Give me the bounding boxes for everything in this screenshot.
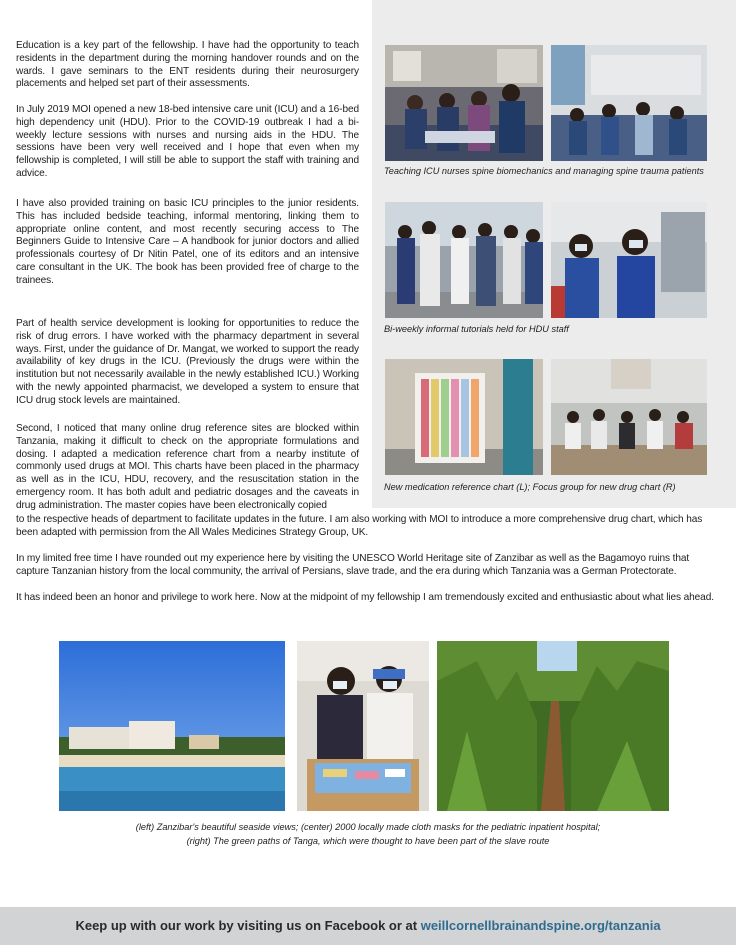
paragraph-free-time: In my limited free time I have rounded out my experience here by visiting the UNESCO World Heritage site of Zanzibar as well as the Bagamoyo ruins that capture Tanzanian history from the local community, the arrival of Persians, slave trade, and the era during which Tanzania was a German Protectorate. xyxy=(16,553,690,577)
paragraph-drug-errors: Part of health service development is looking for opportunities to reduce the risk of drug errors. I have worked with the pharmacy department in several ways. First, under the guidance of Dr. Mangat, we worked to support the ready availability of key drugs in the ICU. (Previously the drugs were within the institution but not necessarily available in the newly established ICU.) Working with the newly appointed pharmacist, we developed a system to ensure that ICU drug stock levels are maintained. xyxy=(16,318,359,406)
photo-nurses-teaching xyxy=(385,45,543,161)
photo-medication-chart xyxy=(385,359,543,475)
photo-zanzibar-seaside xyxy=(59,641,285,811)
paragraph-reference-chart: Second, I noticed that many online drug reference sites are blocked within Tanzania, making it difficult to check on the appropriate formulations and dosing. I adapted a medication reference chart from a nearby institute of commonly used drugs at MOI. This charts have been placed in the pharmacy as well as in the ICU, HDU, recovery, and the resuscitation station in the emergency room. It has both adult and pediatric dosages and the caveats in drug administration. The master copies have been electronically copied xyxy=(16,423,359,511)
footer-text: Keep up with our work by visiting us on Facebook or at xyxy=(75,918,421,933)
paragraph-icu-training: I have also provided training on basic ICU principles to the junior residents. This has included bedside teaching, informal mentoring, linking them to appropriate online content, and most recently securing access to The Beginners Guide to Intensive Care – A handbook for junior doctors and allied professionals courtesy of Dr Nitin Patel, one of its editors and an intensive care consultant in the UK. The book has been provided free of charge to the trainees. xyxy=(16,198,359,286)
paragraph-closing: It has indeed been an honor and privilege to work here. Now at the midpoint of my fellowship I am tremendously excited and enthusiastic about what lies ahead. xyxy=(16,592,714,603)
caption-hdu-tutorials: Bi-weekly informal tutorials held for HDU staff xyxy=(384,324,569,334)
photo-spine-trauma-class xyxy=(551,45,707,161)
paragraph-education: Education is a key part of the fellowship. I have had the opportunity to teach residents in the department during the morning handover rounds and on the wards. I gave seminars to the ENT residents during their neurosurgery placements and helped set part of their assessments. xyxy=(16,40,359,90)
photo-cloth-masks xyxy=(297,641,429,811)
caption-medication-chart: New medication reference chart (L); Focus group for new drug chart (R) xyxy=(384,482,676,492)
photo-hdu-staff-masks xyxy=(551,202,707,318)
photo-drug-chart-focus-group xyxy=(551,359,707,475)
paragraph-reference-chart-continued: to the respective heads of department to facilitate updates in the future. I am also working with MOI to introduce a more comprehensive drug chart, which has been adapted with permission from the All Wales Medicines Strategy Group, UK. xyxy=(16,514,703,538)
caption-bottom-line-2: (right) The green paths of Tanga, which were thought to have been part of the slave route xyxy=(186,836,550,846)
footer-website-link[interactable]: weillcornellbrainandspine.org/tanzania xyxy=(420,918,661,933)
caption-bottom-line-1: (left) Zanzibar's beautiful seaside views; (center) 2000 locally made cloth masks for the pediatric inpatient hospital; xyxy=(135,822,601,832)
photo-tanga-green-path xyxy=(437,641,669,811)
footer-bar xyxy=(0,907,736,945)
photo-hdu-tutorial-group xyxy=(385,202,543,318)
paragraph-icu-hdu: In July 2019 MOI opened a new 18-bed intensive care unit (ICU) and a 16-bed high dependency unit (HDU). Prior to the COVID-19 outbreak I had a bi-weekly lecture sessions with nurses and nursing aids in the HDU. The sessions have been very well received and I hope that even when my fellowship is completed, I will still be able to support the staff with training and advice. xyxy=(16,104,359,179)
footer-message xyxy=(0,918,736,933)
caption-teaching-icu: Teaching ICU nurses spine biomechanics and managing spine trauma patients xyxy=(384,166,704,176)
